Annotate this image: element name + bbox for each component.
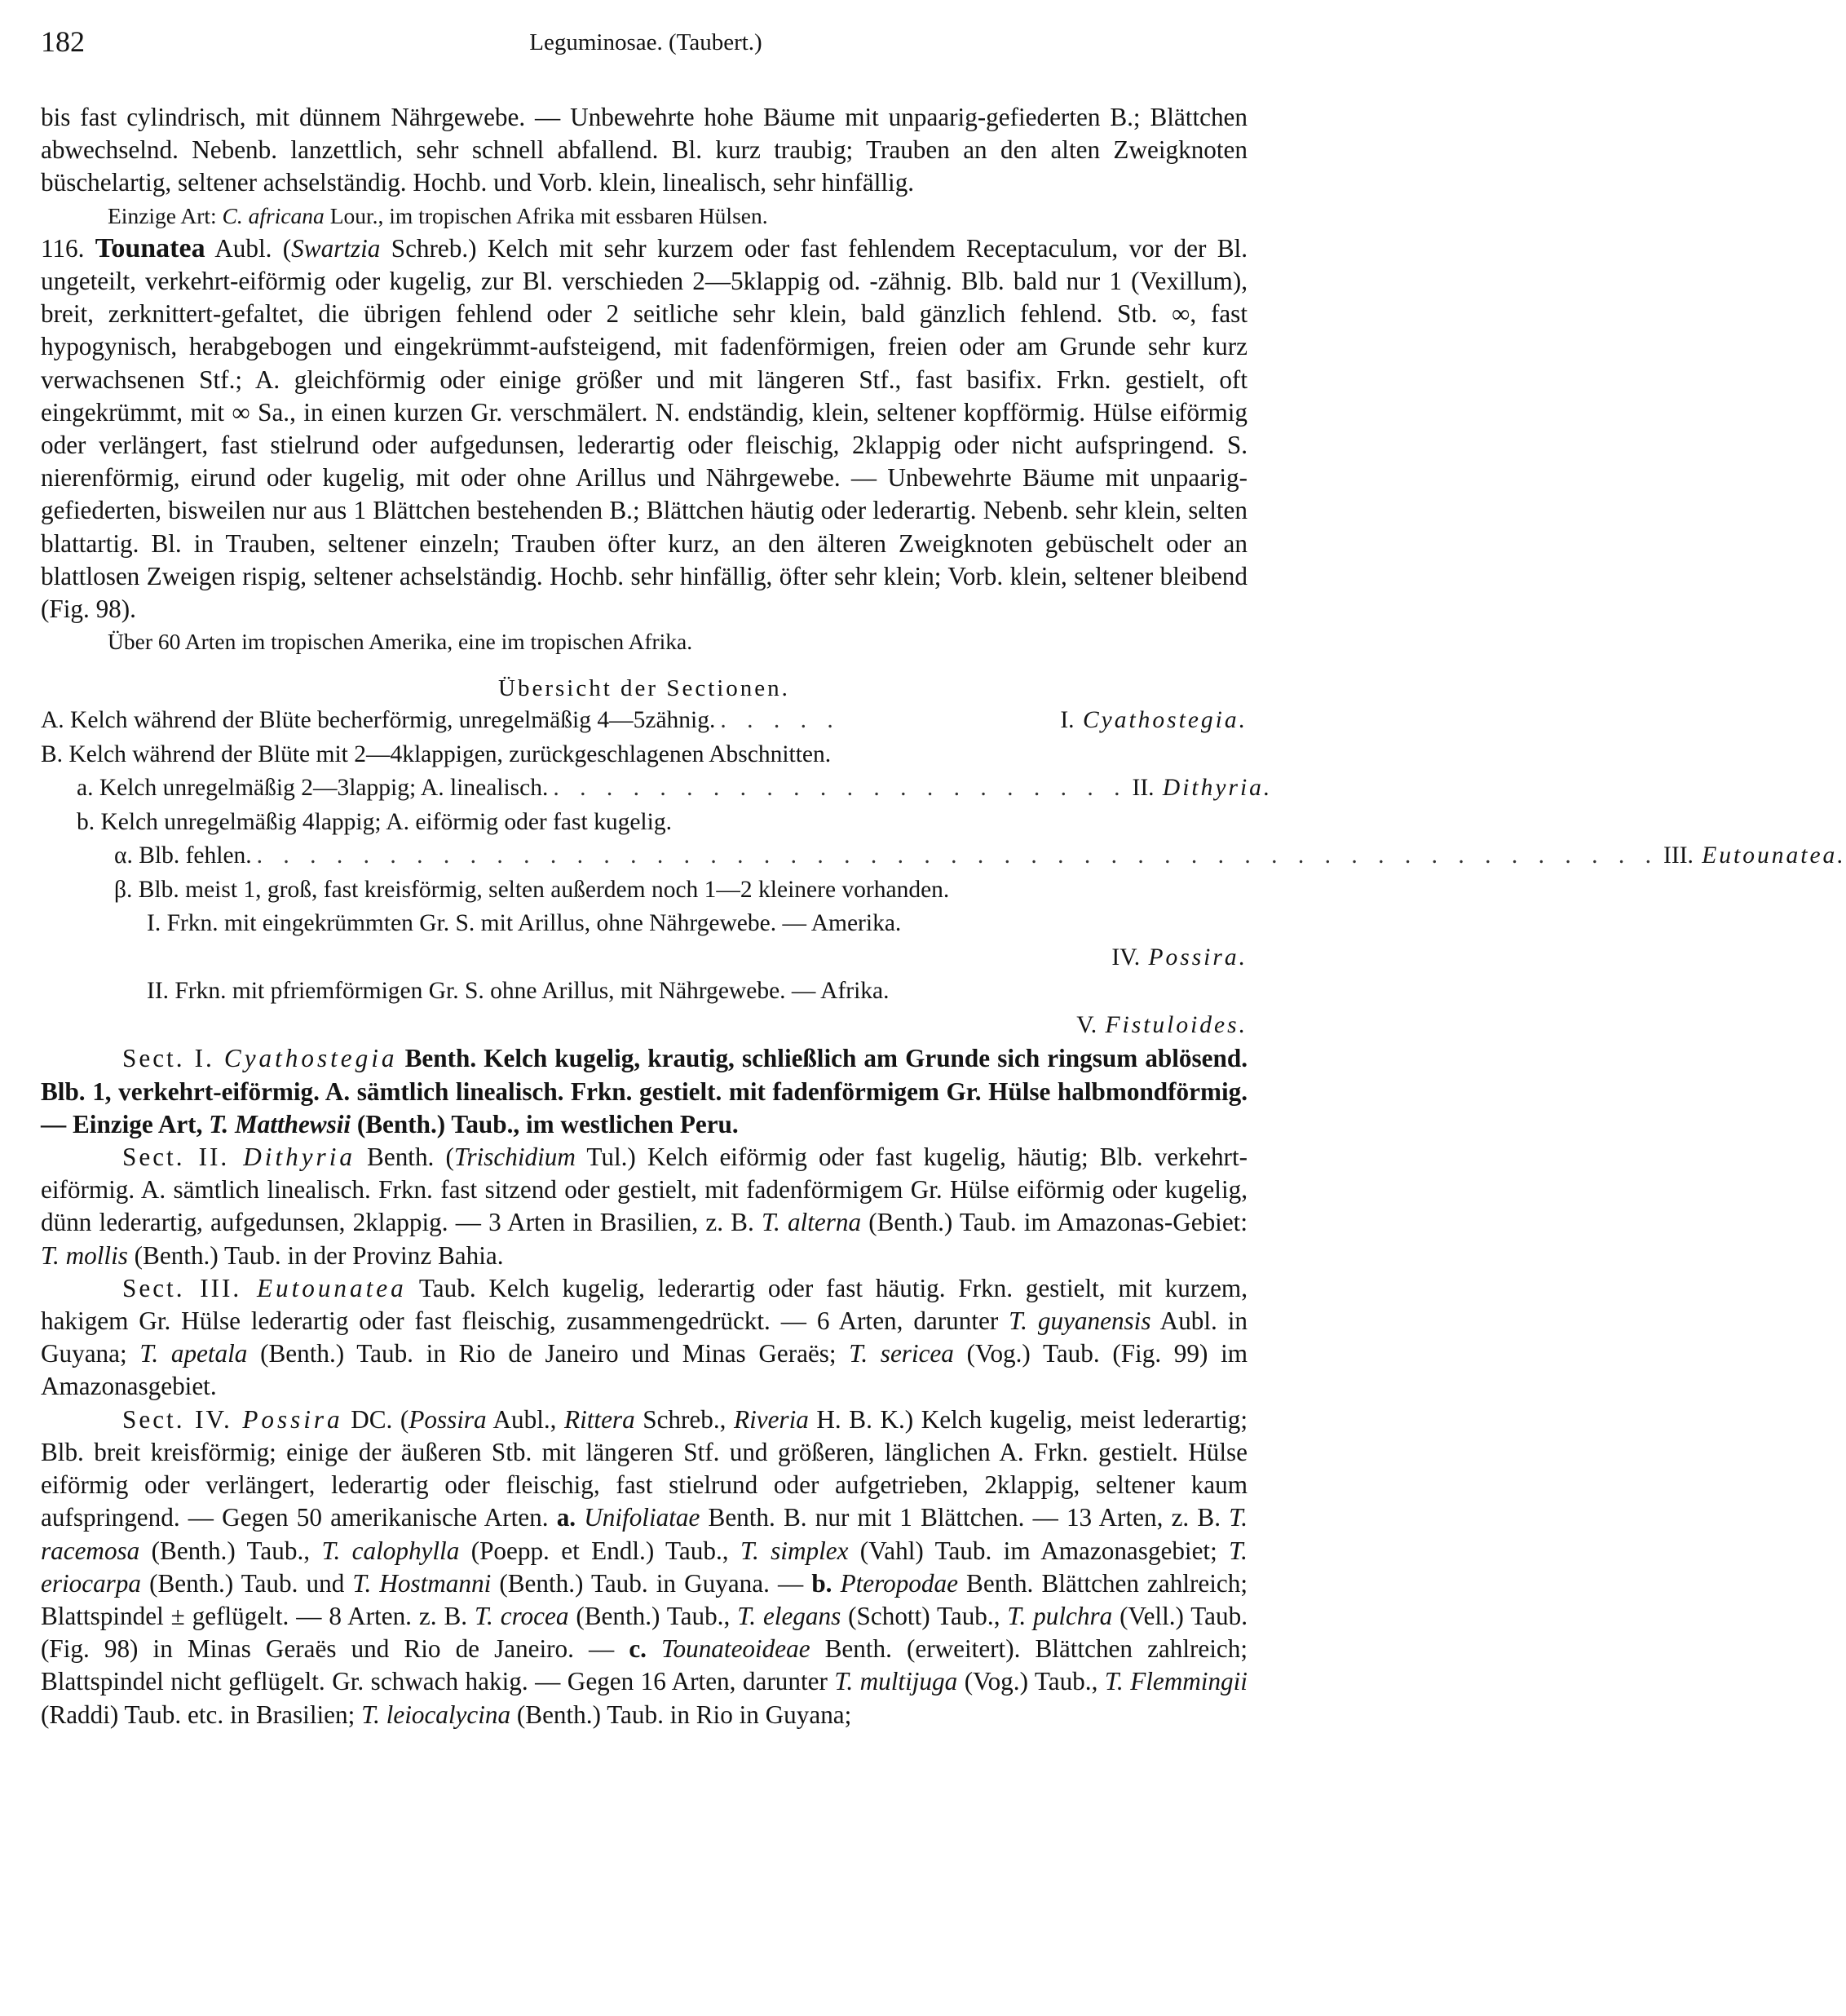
- genus-115-note: Einzige Art: C. africana Lour., im tropischen Afrika mit essbaren Hülsen.: [108, 202, 768, 228]
- genus-116-note: Über 60 Arten im tropischen Amerika, eine im tropischen Afrika.: [108, 629, 693, 655]
- page-number: 182: [41, 25, 85, 58]
- key-row-Ba: a. Kelch unregelmäßig 2—3lappig; A. linealisch. . . . . . . . . . . . . . . . . . . . . . . II. Dithyria.: [77, 775, 1273, 802]
- key-row-A: A. Kelch während der Blüte becherförmig, unregelmäßig 4—5zähnig. . . . . . I. Cyathostegia.: [41, 707, 1248, 734]
- key-result-V: V. Fistuloides.: [1076, 1011, 1248, 1038]
- key-row-Bb: b. Kelch unregelmäßig 4lappig; A. eiförmig oder fast kugelig.: [77, 808, 672, 835]
- key-row-I: I. Frkn. mit eingekrümmten Gr. S. mit Arillus, ohne Nährgewebe. — Amerika.: [147, 910, 902, 937]
- key-heading: Übersicht der Sectionen.: [498, 675, 790, 702]
- genus-number: 116.: [41, 233, 85, 263]
- key-row-II: II. Frkn. mit pfriemförmigen Gr. S. ohne Arillus, mit Nährgewebe. — Afrika.: [147, 978, 890, 1005]
- key-row-alpha: α. Blb. fehlen. . . . . . . . . . . . . . . . . . . . . . . . . . . . . . . . . . . . . . . . . . . . . . . . . . . . . . III. Eutounatea.: [114, 842, 1846, 869]
- running-title: Leguminosae. (Taubert.): [529, 29, 762, 55]
- section-key: [41, 673, 1846, 1042]
- key-row-B: B. Kelch während der Blüte mit 2—4klappigen, zurückgeschlagenen Abschnitten.: [41, 741, 832, 767]
- genus-116-description: 116. Tounatea Aubl. (Swartzia Schreb.) Kelch mit sehr kurzem oder fast fehlendem Receptaculum, vor der Bl. ungeteilt, verkehrt-eiförmig oder kugelig, zur Bl. verschieden 2—5klappig od. -zähnig. Blb. bald nur 1 (Vexillum), breit, zerknittert-gefaltet, die übrigen fehlend oder 2 seitliche sehr klein, bald gänzlich fehlend. Stb. ∞, fast hypogynisch, herabgebogen und eingekrümmt-aufsteigend, mit fadenförmigen, freien oder am Grunde sehr kurz verwachsenen Stf.; A. gleichförmig oder einige größer und mit längeren Stf., fast basifix. Frkn. gestielt, oft eingekrümmt, mit ∞ Sa., in einen kurzen Gr. verschmälert. N. endständig, klein, seltener kopfförmig. Hülse eiförmig oder verlängert, fast stielrund oder aufgedunsen, lederartig oder fleischig, 2klappig oder nicht aufspringend. S. nierenförmig, eirund oder kugelig, mit oder ohne Arillus und Nährgewebe. — Unbewehrte Bäume mit unpaarig-gefiederten, bisweilen nur aus 1 Blättchen bestehenden B.; Blättchen häutig oder lederartig. Nebenb. sehr klein, selten blattartig. Bl. in Trauben, seltener einzeln; Trauben öfter kurz, an den älteren Zweigknoten gebüschelt oder an blattlosen Zweigen rispig, seltener achselständig. Hochb. sehr hinfällig, öfter sehr klein; Vorb. klein, seltener bleibend (Fig. 98).: [41, 232, 1248, 624]
- section-4-possira: Sect. IV. Possira DC. (Possira Aubl., Rittera Schreb., Riveria H. B. K.) Kelch kugelig, meist lederartig; Blb. breit kreisförmig; einige der äußeren Stb. mit längeren Stf. und größeren, länglichen A. Frkn. gestielt. Hülse eiförmig oder verlängert, lederartig oder fleischig, fast stielrund oder aufgetrieben, 2klappig, seltener kaum aufspringend. — Gegen 50 amerikanische Arten. a. Unifoliatae Benth. B. nur mit 1 Blättchen. — 13 Arten, z. B. T. racemosa (Benth.) Taub., T. calophylla (Poepp. et Endl.) Taub., T. simplex (Vahl) Taub. im Amazonasgebiet; T. eriocarpa (Benth.) Taub. und T. Hostmanni (Benth.) Taub. in Guyana. — b. Pteropodae Benth. Blättchen zahlreich; Blattspindel ± geflügelt. — 8 Arten. z. B. T. crocea (Benth.) Taub., T. elegans (Schott) Taub., T. pulchra (Vell.) Taub. (Fig. 98) in Minas Geraës und Rio de Janeiro. — c. Tounateoideae Benth. (erweitert). Blättchen zahlreich; Blattspindel nicht geflügelt. Gr. schwach hakig. — Gegen 16 Arten, darunter T. multijuga (Vog.) Taub., T. Flemmingii (Raddi) Taub. etc. in Brasilien; T. leiocalycina (Benth.) Taub. in Rio in Guyana;: [41, 1404, 1248, 1729]
- genus-115-continuation: bis fast cylindrisch, mit dünnem Nährgewebe. — Unbewehrte hohe Bäume mit unpaarig-gefiederten B.; Blättchen abwechselnd. Nebenb. lanzettlich, sehr schnell abfallend. Bl. kurz traubig; Trauben an den alten Zweigknoten büschelartig, seltener achselständig. Hochb. und Vorb. klein, linealisch, sehr hinfällig.: [41, 103, 1248, 197]
- section-2-dithyria: Sect. II. Dithyria Benth. (Trischidium Tul.) Kelch eiförmig oder fast kugelig, häutig; Blb. verkehrt-eiförmig. A. sämtlich linealisch. Frkn. fast sitzend oder gestielt, mit fadenförmigem Gr. Hülse eiförmig oder kugelig, dünn lederartig, aufgedunsen, 2klappig. — 3 Arten in Brasilien, z. B. T. alterna (Benth.) Taub. im Amazonas-Gebiet: T. mollis (Benth.) Taub. in der Provinz Bahia.: [41, 1143, 1248, 1270]
- key-result-IV: IV. Possira.: [1111, 944, 1248, 970]
- key-row-beta: β. Blb. meist 1, groß, fast kreisförmig, selten außerdem noch 1—2 kleinere vorhanden.: [114, 876, 950, 903]
- section-3-eutounatea: Sect. III. Eutounatea Taub. Kelch kugelig, lederartig oder fast häutig. Frkn. gestielt, mit kurzem, hakigem Gr. Hülse lederartig oder fast fleischig, zusammengedrückt. — 6 Arten, darunter T. guyanensis Aubl. in Guyana; T. apetala (Benth.) Taub. in Rio de Janeiro und Minas Geraës; T. sericea (Vog.) Taub. (Fig. 99) im Amazonasgebiet.: [41, 1273, 1248, 1401]
- page-body: [41, 101, 1846, 1731]
- section-1-cyathostegia: Sect. I. Cyathostegia Benth. Kelch kugelig, krautig, schließlich am Grunde sich ringsum ablösend. Blb. 1, verkehrt-eiförmig. A. sämtlich linealisch. Frkn. gestielt. mit fadenförmigem Gr. Hülse halbmondförmig. — Einzige Art, T. Matthewsii (Benth.) Taub., im westlichen Peru.: [41, 1044, 1248, 1138]
- page-header: [41, 24, 1251, 65]
- genus-name: Tounatea: [95, 232, 205, 263]
